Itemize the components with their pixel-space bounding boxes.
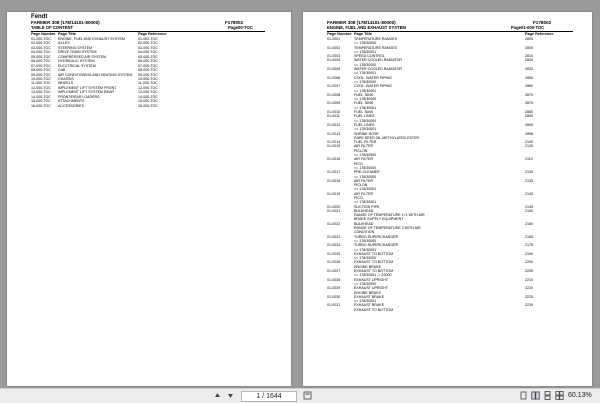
- toc-page-title: <= 178/30000: [354, 165, 377, 170]
- toc-page-reference: 2100: [525, 140, 533, 145]
- toc-page-number: 05-000-TOC: [31, 54, 51, 59]
- toc-page-number: 01-0013: [327, 131, 341, 136]
- toc-page-number: 01-0014: [327, 140, 341, 145]
- toc-page-reference: 2898: [525, 131, 533, 136]
- toc-page-title: EXHAUST TO BOTTOM: [354, 269, 394, 274]
- toc-page-title: TEMPERATURE RANGES: [354, 45, 398, 50]
- toc-page-title: RAPE SEED OIL METHYLATED ESTER: [354, 135, 420, 140]
- toc-page-number: 03-000-TOC: [31, 45, 51, 50]
- toc-page-title: TEMPERATURE RANGES: [354, 37, 398, 41]
- toc-page-title: PICLON: [354, 148, 368, 153]
- toc-page-reference: 2190: [525, 251, 533, 256]
- toc-page-title: BULKHEAD: [354, 208, 374, 213]
- toc-page-title: EXHAUST BRAKE: [354, 294, 385, 299]
- continuous-icon[interactable]: [543, 391, 552, 400]
- facing-icon[interactable]: [555, 391, 564, 400]
- toc-page-reference: 01-000-TOC: [138, 37, 158, 41]
- toc-page-title: ELECTRICAL SYSTEM: [58, 63, 96, 68]
- column-header-page-title: Page Title: [58, 31, 76, 36]
- toc-page-reference: 2230: [525, 303, 533, 308]
- toc-page-title: EXHAUST TO BOTTOM: [354, 251, 394, 256]
- toc-page-reference: 10-000-TOC: [138, 76, 158, 81]
- toc-page-title: BRAKE SUPPLY EQUIPMENT: [354, 217, 404, 222]
- toc-page-number: 04-000-TOC: [31, 50, 51, 55]
- toc-page-title: RANGE OF TEMPERATURE 1+1 WITH AIR: [354, 213, 425, 218]
- toc-page-title: IMPLEMENT LIFT SYSTEM FRONT: [58, 85, 117, 90]
- toc-page-title: CHASSIS: [58, 76, 74, 81]
- toc-page-number: 01-0026: [327, 260, 341, 265]
- toc-page-reference: 2825: [525, 58, 533, 63]
- toc-page-title: WATER COOLED RADIATOR: [354, 58, 402, 63]
- document-page-left: [7, 12, 291, 386]
- toc-page-reference: 2175: [525, 243, 533, 248]
- toc-page-reference: 05-000-TOC: [138, 54, 158, 59]
- toc-page-reference: 04-000-TOC: [138, 50, 158, 55]
- toc-page-title: => 178/30001: [354, 49, 377, 54]
- toc-page-title: <= 178/30000: [354, 62, 377, 67]
- page-reference: Page00-TOC: [228, 25, 253, 30]
- toc-page-reference: 2130: [525, 170, 533, 175]
- toc-page-reference: 2145: [525, 204, 533, 209]
- toc-page-title: <= 178/30000: [354, 174, 377, 179]
- toc-page-title: WHEELS: [58, 81, 74, 86]
- toc-page-reference: 2605: [525, 37, 533, 41]
- toc-page-reference: 2210: [525, 277, 533, 282]
- toc-page-title: => 178/30001: [354, 88, 377, 93]
- toc-page-number: 01-0021: [327, 208, 341, 213]
- toc-page-title: PICO: [354, 161, 363, 166]
- toc-page-number: 08-000-TOC: [31, 68, 51, 73]
- toc-page-title: FUEL LINES: [354, 122, 375, 127]
- toc-page-number: 01-0007: [327, 84, 341, 89]
- toc-page-title: => 178/30001: [354, 71, 377, 76]
- page-title: FARMER 308 (178/14101-80000): [327, 20, 396, 25]
- toc-page-title: <= 178/30000: [354, 256, 377, 261]
- toc-page-reference: 07-000-TOC: [138, 63, 158, 68]
- toc-page-title: BULKHEAD: [354, 221, 374, 226]
- toc-page-title: ENGINE BRAKE: [354, 264, 381, 269]
- toc-page-number: 01-0027: [327, 269, 341, 274]
- toc-page-title: STEERING SYSTEM: [58, 45, 93, 50]
- toc-page-reference: 2870: [525, 92, 533, 97]
- toc-page-reference: 2875: [525, 101, 533, 106]
- toc-page-title: FUEL LINES: [354, 114, 375, 119]
- toc-page-number: 01-0025: [327, 251, 341, 256]
- column-header-page-reference: Page Reference: [525, 31, 554, 36]
- toc-page-number: 01-0009: [327, 101, 341, 106]
- toc-page-title: TURBO-SUPERCHARGER: [354, 234, 399, 239]
- toc-page-title: CONDITION: [354, 230, 375, 235]
- toc-page-title: PRE-CLEANER: [354, 170, 380, 175]
- toc-page-title: SUCTION PIPE: [354, 204, 380, 209]
- toc-page-title: RANGE OF TEMPERATURE 2 WITH AIR: [354, 226, 421, 231]
- column-header-page-number: Page Number: [327, 31, 352, 36]
- toc-page-title: => 178/30001: [354, 127, 377, 132]
- toc-page-number: 01-0019: [327, 191, 341, 196]
- toc-page-reference: 15-000-TOC: [138, 99, 158, 104]
- toc-page-title: ATTACHMENTS: [58, 99, 85, 104]
- toc-page-title: FUEL FILTER: [354, 140, 377, 145]
- toc-page-reference: 2220: [525, 286, 533, 291]
- toc-page-title: COOL. WATER PIPING: [354, 84, 392, 89]
- toc-page-title: => 178/30001: [354, 299, 377, 304]
- toc-page-title: => 178/30001: [354, 200, 377, 205]
- toc-page-title: <= 178/30000: [354, 79, 377, 84]
- toc-page-reference: 13-000-TOC: [138, 90, 158, 95]
- toc-page-title: CAB: [58, 68, 66, 73]
- page-code: F178002: [533, 20, 552, 25]
- page-code: F178002: [225, 20, 244, 25]
- toc-page-title: AIR FILTER: [354, 191, 374, 196]
- page-subtitle: TABLE OF CONTENT: [31, 25, 74, 30]
- toc-page-title: WATER COOLED RADIATOR: [354, 67, 402, 72]
- toc-page-number: 01-0018: [327, 178, 341, 183]
- toc-page-number: 10-000-TOC: [31, 76, 51, 81]
- toc-page-title: COOL. WATER PIPING: [354, 75, 392, 80]
- column-header-page-title: Page Title: [354, 31, 372, 36]
- toc-page-title: AIR CONDITIONING AND HEATING SYSTEM: [58, 72, 133, 77]
- toc-page-title: HYDRAULIC SYSTEM: [58, 59, 95, 64]
- toc-page-title: AIR FILTER: [354, 178, 374, 183]
- toc-page-title: AIR FILTER: [354, 157, 374, 162]
- toc-page-title: => 178/30001: [354, 105, 377, 110]
- page-title: FARMER 308 (178/14101-80000): [31, 20, 100, 25]
- toc-page-title: <= 178/30000: [354, 41, 377, 46]
- toc-page-number: 01-0002: [327, 45, 341, 50]
- toc-page-number: 01-000-TOC: [31, 37, 51, 41]
- column-header-page-number: Page Number: [31, 31, 56, 36]
- toc-page-title: PICO: [354, 195, 363, 200]
- toc-page-reference: 2810: [525, 54, 533, 59]
- toc-page-reference: 2890: [525, 114, 533, 119]
- toc-page-reference: 2160: [525, 221, 533, 226]
- toc-page-title: <= 178/30000: [354, 153, 377, 158]
- toc-page-number: 16-000-TOC: [31, 103, 51, 108]
- toc-page-reference: 03-000-TOC: [138, 45, 158, 50]
- toc-page-number: 01-0012: [327, 122, 341, 127]
- toc-page-title: PICLON: [354, 183, 368, 188]
- toc-page-reference: 2880: [525, 110, 533, 115]
- toc-page-number: 01-0031: [327, 303, 341, 308]
- toc-page-number: 01-0008: [327, 92, 341, 97]
- brand-label: Fendt: [31, 14, 48, 20]
- toc-page-number: 01-0003: [327, 54, 341, 59]
- toc-page-reference: 2895: [525, 122, 533, 127]
- toc-page-reference: 2150: [525, 208, 533, 213]
- toc-page-number: 01-0010: [327, 110, 341, 115]
- toc-page-title: <= 178/30001 -> 22000: [354, 273, 392, 278]
- toc-page-title: <= 178/30000: [354, 97, 377, 102]
- toc-page-title: EXHAUST BRAKE: [354, 303, 385, 308]
- toc-page-reference: 12-000-TOC: [138, 85, 158, 90]
- toc-page-number: 14-000-TOC: [31, 94, 51, 99]
- toc-page-reference: 16-000-TOC: [138, 103, 158, 108]
- toc-page-title: <= 178/30000: [354, 281, 377, 286]
- toc-page-number: 01-0022: [327, 221, 341, 226]
- toc-page-title: FUEL TANK: [354, 110, 374, 115]
- toc-page-number: 15-000-TOC: [31, 99, 51, 104]
- page-reference: Page01-000-TOC: [511, 25, 545, 30]
- toc-page-title: SPEED CONTROL: [354, 54, 385, 59]
- toc-page-reference: 2200: [525, 260, 533, 265]
- toc-page-title: => 178/30001: [354, 247, 377, 252]
- toc-page-reference: 2105: [525, 144, 533, 149]
- toc-page-number: 06-000-TOC: [31, 59, 51, 64]
- toc-page-number: 01-0023: [327, 234, 341, 239]
- toc-page-title: EXHAUST TO BOTTOM: [354, 260, 394, 265]
- toc-page-reference: 2860: [525, 84, 533, 89]
- toc-page-number: 01-0030: [327, 294, 341, 299]
- column-header-page-reference: Page Reference: [138, 31, 167, 36]
- toc-page-reference: 2110: [525, 157, 533, 162]
- toc-page-reference: 02-000-TOC: [138, 41, 158, 46]
- toc-page-reference: 2225: [525, 294, 533, 299]
- toc-page-title: <= 178/30000: [354, 238, 377, 243]
- toc-page-reference: 2855: [525, 75, 533, 80]
- toc-page-title: COMPRESSED AIR SYSTEM: [58, 54, 107, 59]
- page-number-input[interactable]: 1 / 1644: [241, 391, 297, 402]
- toc-page-number: 01-0029: [327, 286, 341, 291]
- toc-page-title: AXLES: [58, 41, 70, 46]
- viewer-toolbar: [0, 388, 600, 403]
- toc-page-title: FUEL TANK: [354, 101, 374, 106]
- toc-page-reference: 2140: [525, 191, 533, 196]
- toc-page-number: 01-0017: [327, 170, 341, 175]
- toc-page-number: 02-000-TOC: [31, 41, 51, 46]
- toc-page-number: 01-0006: [327, 75, 341, 80]
- toc-page-title: EXHAUST UPRIGHT: [354, 277, 389, 282]
- two-page-icon[interactable]: [531, 391, 540, 400]
- toc-page-reference: 2205: [525, 269, 533, 274]
- toc-page-reference: 14-000-TOC: [138, 94, 158, 99]
- toc-page-reference: 08-000-TOC: [138, 68, 158, 73]
- single-page-icon[interactable]: [519, 391, 528, 400]
- toc-page-title: EXHAUST UPRIGHT: [354, 286, 389, 291]
- toc-page-number: 12-000-TOC: [31, 85, 51, 90]
- toc-page-number: 01-0016: [327, 157, 341, 162]
- toc-page-reference: 06-000-TOC: [138, 59, 158, 64]
- first-page-icon[interactable]: [303, 391, 312, 400]
- toc-page-title: AIR FILTER: [354, 144, 374, 149]
- prev-page-icon[interactable]: [213, 391, 222, 400]
- toc-page-number: 09-000-TOC: [31, 72, 51, 77]
- toc-page-number: 13-000-TOC: [31, 90, 51, 95]
- toc-page-reference: 11-000-TOC: [138, 81, 158, 86]
- toc-page-number: 01-0004: [327, 58, 341, 63]
- toc-page-reference: 2830: [525, 67, 533, 72]
- toc-page-title: DRIVE TRAIN SYSTEM: [58, 50, 97, 55]
- toc-page-number: 07-000-TOC: [31, 63, 51, 68]
- toc-page-title: IMPLEMENT LIFT SYSTEM REAR: [58, 90, 114, 95]
- toc-page-title: TURBO-SUPERCHARGER: [354, 243, 399, 248]
- toc-page-title: SHRINK HOSE: [354, 131, 379, 136]
- toc-page-number: 01-0015: [327, 144, 341, 149]
- next-page-icon[interactable]: [226, 391, 235, 400]
- toc-page-title: EXHAUST TO BOTTOM: [354, 307, 394, 312]
- zoom-level[interactable]: 60.13%: [568, 392, 592, 399]
- toc-page-title: ENGINE, FUEL AND EXHAUST SYSTEM: [58, 37, 125, 41]
- toc-page-title: => 178/30001: [354, 187, 377, 192]
- toc-page-title: FUEL TANK: [354, 92, 374, 97]
- toc-page-number: 01-0028: [327, 277, 341, 282]
- toc-page-number: 01-0005: [327, 67, 341, 72]
- toc-page-title: ACCESSORIES: [58, 103, 84, 108]
- toc-page-title: <= 178/30000: [354, 118, 377, 123]
- toc-page-number: 01-0011: [327, 114, 340, 119]
- document-page-right: [303, 12, 592, 386]
- toc-page-reference: 2805: [525, 45, 533, 50]
- toc-page-reference: 2135: [525, 178, 533, 183]
- toc-page-number: 11-000-TOC: [31, 81, 51, 86]
- toc-page-number: 01-0024: [327, 243, 341, 248]
- page-subtitle: ENGINE, FUEL AND EXHAUST SYSTEM: [327, 25, 406, 30]
- toc-page-reference: 09-000-TOC: [138, 72, 158, 77]
- toc-page-title: FRONT/REAR LOADERS: [58, 94, 100, 99]
- toc-page-reference: 2165: [525, 234, 533, 239]
- toc-page-number: 01-0001: [327, 37, 341, 41]
- toc-page-title: ENGINE BRAKE: [354, 290, 381, 295]
- toc-page-number: 01-0020: [327, 204, 341, 209]
